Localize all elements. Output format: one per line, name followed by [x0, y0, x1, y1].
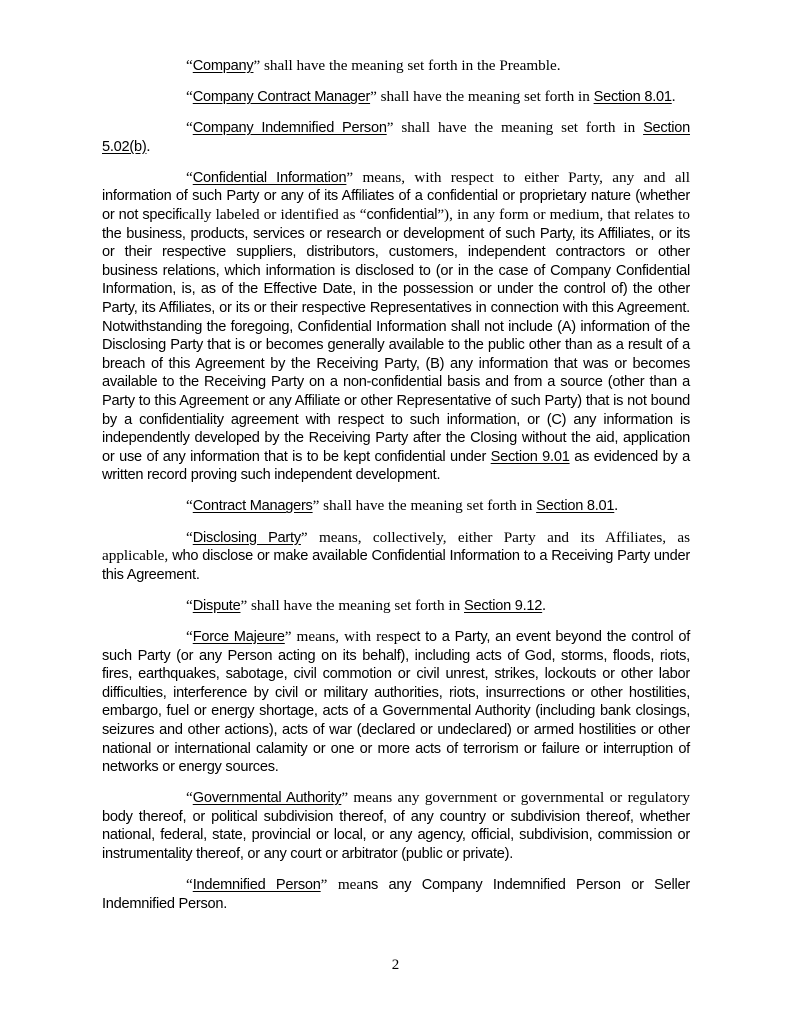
section-reference-link[interactable]: Section 5.02(b)	[102, 120, 690, 155]
paragraph-text: .	[614, 497, 619, 515]
paragraph-text: “	[186, 627, 193, 645]
definition-company-indemnified-person	[102, 119, 690, 156]
paragraph-text: information of such Party or any of its Affiliates of a confidential or proprietary nature (whether or not specifi	[102, 188, 690, 224]
defined-term: Confidential Information	[192, 169, 347, 186]
paragraph-text: “	[186, 119, 193, 137]
paragraph-text: “	[186, 596, 193, 614]
paragraph-text: the business, products, services or research or development of such Party, its Affiliates, or its or their respective suppliers, distributors, customers, independent contractors or other business relations, which information is disclosed to (or in the case of Company Confidential Information, is, as of the Effective Date, in the possession or under the control of) the other Party, its Affiliates, or its or their respective Representatives in connection with this Agreement. Notwithstanding the foregoing, Confidential Information shall not include (A) information of the Disclosing Party that is or becomes generally available to the public other than as a result of a breach of this Agreement by the Receiving Party, (B) any information that was or becomes available to the Receiving Party on a non-confidential basis and from a source (other than a Party to this Agreement or any Affiliate or other Representative of such Party) that is not bound by a confidentiality agreement with respect to such information, or (C) any information is independently developed by the Receiving Party after the Closing without the aid, application or use of any information that is to be kept confidential under	[102, 225, 690, 465]
defined-term: Contract Managers	[192, 498, 313, 515]
paragraph-text: ” shall have the meaning set forth in	[240, 596, 465, 614]
paragraph-text: .	[671, 88, 676, 106]
paragraph-text: ” shall have the meaning set forth in the Preamble.	[253, 57, 561, 74]
paragraph-text: ” mea	[320, 876, 364, 894]
paragraph-text: “	[186, 497, 193, 515]
paragraph-text: who disclose or make available Confidential Information to a Receiving Party under this Agreement.	[102, 548, 691, 583]
paragraph-text: .	[146, 137, 151, 155]
paragraph-text: cally labeled or identified as “	[182, 206, 367, 224]
paragraph-text: ” shall have the meaning set forth in	[312, 497, 537, 515]
paragraph-text: “	[186, 168, 193, 186]
paragraph-text: ns any Company Indemnified Person or Seller Indemnified Person.	[102, 877, 690, 912]
definition-force-majeure	[102, 628, 690, 777]
defined-term: Governmental Authority	[192, 790, 342, 807]
paragraph-text: “	[186, 57, 193, 74]
section-reference-link[interactable]: Section 8.01	[593, 89, 672, 106]
paragraph-text: ” shall have the meaning set forth in	[370, 88, 594, 106]
definition-company-contract-manager	[102, 88, 690, 107]
definition-confidential-information	[102, 169, 690, 485]
defined-term: Force Majeure	[192, 628, 285, 645]
paragraph-text: body thereof, or political subdivision thereof, of any country or subdivision thereof, whether national, federal, state, provincial or local, or any agency, official, subdivision, commission or instrumentality thereof, or any court or arbitrator (public or private).	[102, 808, 690, 862]
defined-term: Company Contract Manager	[192, 89, 371, 106]
paragraph-text: “	[186, 876, 193, 894]
paragraph-text: ” means, with respect to either Party, any and all	[346, 168, 690, 186]
paragraph-text: as evidenced by a written record proving such independent development.	[102, 448, 690, 484]
paragraph-text: ”), in any form or medium, that relates to	[437, 206, 690, 224]
paragraph-text: ” means, collectively, either Party and its Affiliates, as applicable,	[102, 528, 690, 565]
paragraph-text: confidential	[366, 207, 438, 224]
defined-term: Disclosing Party	[192, 529, 301, 546]
paragraph-text: “	[186, 528, 193, 546]
defined-term: Indemnified Person	[192, 877, 321, 894]
paragraph-text: ” means any government or governmental or regulatory	[341, 789, 690, 807]
section-reference-link[interactable]: Section 9.12	[464, 597, 543, 614]
defined-term: Company	[192, 58, 254, 74]
paragraph-text: “	[186, 88, 193, 106]
definition-indemnified-person	[102, 876, 690, 913]
paragraph-text: ect to a Party, an event beyond the control of such Party (or any Person acting on its behalf), including acts of God, storms, floods, riots, fires, earthquakes, sabotage, civil commotion or civil unrest, strikes, lockouts or other labor difficulties, interference by civil or military authorities, riots, insurrections or other hostilities, embargo, fuel or energy shortage, acts of a Governmental Authority (including bank closings, seizures and other actions), acts of war (declared or undeclared) or armed hostilities or other national or international calamity or one or more acts of terrorism or failure or interruption of networks or energy sources.	[102, 628, 690, 776]
paragraph-text: ” shall have the meaning set forth in	[386, 119, 644, 137]
section-reference-link[interactable]: Section 8.01	[536, 498, 615, 515]
definition-contract-managers	[102, 497, 690, 516]
paragraph-text: “	[186, 789, 193, 807]
paragraph-text: .	[542, 596, 546, 614]
page-number: 2	[391, 957, 400, 973]
defined-term: Company Indemnified Person	[192, 120, 387, 137]
document-page	[102, 57, 690, 926]
defined-term: Dispute	[192, 597, 241, 614]
definition-dispute	[102, 597, 690, 616]
definition-disclosing-party	[102, 529, 690, 585]
definition-company	[102, 57, 690, 76]
paragraph-text: ” means, with resp	[284, 627, 402, 645]
definition-governmental-authority	[102, 789, 690, 863]
section-reference-link[interactable]: Section 9.01	[490, 448, 570, 465]
